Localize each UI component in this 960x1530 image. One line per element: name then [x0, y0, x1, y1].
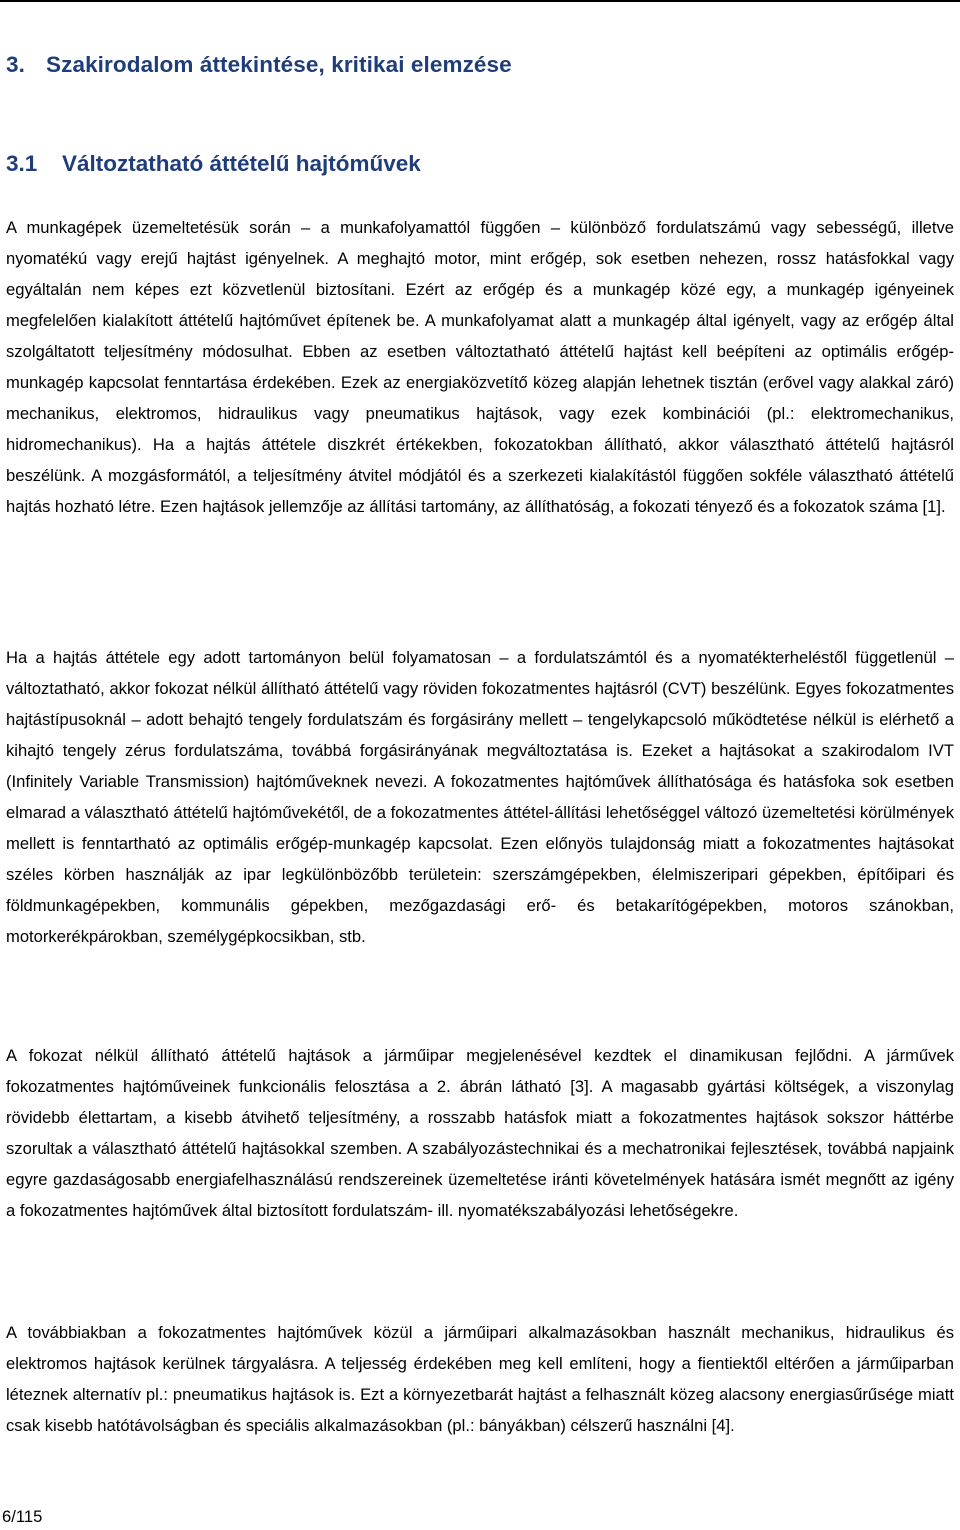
paragraph-cvt: Ha a hajtás áttétele egy adott tartományon belül folyamatosan – a fordulatszámtól és a nyomatékterheléstől függetlenül – változtatható, akkor fokozat nélkül állítható áttételű vagy röviden fokozatmentes hajtásról (CVT) beszélünk. Egyes fokozatmentes hajtástípusoknál – adott behajtó tengely fordulatszám és forgásirány mellett – tengelykapcsoló működtetése nélkül is elérhető a kihajtó tengely zérus fordulatszáma, továbbá forgásirányának megváltoztatása is. Ezeket a hajtásokat a szakirodalom IVT (Infinitely Variable Transmission) hajtóműveknek nevezi. A fokozatmentes hajtóművek állíthatósága és hatásfoka sok esetben elmarad a választható áttételű hajtóművekétől, de a fokozatmentes áttétel-állítási lehetőséggel változó üzemeltetési körülmények mellett is fenntartható az optimális erőgép-munkagép kapcsolat. Ezen előnyös tulajdonság miatt a fokozatmentes hajtásokat széles körben használják az ipar legkülönbözőbb területein: szerszámgépekben, élelmiszeripari gépekben, építőipari és földmunkagépekben, kommunális gépekben, mezőgazdasági erő- és betakarítógépekben, motoros szánokban, motorkerékpárokban, személygépkocsikban, stb.	[6, 648, 954, 946]
subsection-heading	[6, 151, 421, 177]
paragraph-scope: A továbbiakban a fokozatmentes hajtóművek közül a járműipari alkalmazásokban használt mechanikus, hidraulikus és elektromos hajtások kerülnek tárgyalásra. A teljesség érdekében meg kell említeni, hogy a fientiektől eltérően a járműiparban léteznek alternatív pl.: pneumatikus hajtások is. Ezt a környezetbarát hajtást a felhasznált közeg alacsony energiasűrűsége miatt csak kisebb hatótávolságban és speciális alkalmazásokban (pl.: bányákban) célszerű használni [4].	[6, 1323, 954, 1435]
subsection-title: Változtatható áttételű hajtóművek	[62, 151, 421, 176]
section-number: 3.	[6, 52, 25, 77]
page-number: 6/115	[2, 1507, 43, 1526]
paragraph-intro: A munkagépek üzemeltetésük során – a munkafolyamattól függően – különböző fordulatszámú vagy sebességű, illetve nyomatékú vagy erejű hajtást igényelnek. A meghajtó motor, mint erőgép, sok esetben nehezen, rossz hatásfokkal vagy egyáltalán nem képes ezt közvetlenül biztosítani. Ezért az erőgép és a munkagép közé egy, a munkagép igényeinek megfelelően kialakított áttételű hajtóművet építenek be. A munkafolyamat alatt a munkagép által igényelt, vagy az erőgép által szolgáltatott teljesítmény módosulhat. Ebben az esetben változtatható áttételű hajtást kell beépíteni az optimális erőgép-munkagép kapcsolat fenntartása érdekében. Ezek az energiaközvetítő közeg alapján lehetnek tisztán (erővel vagy alakkal záró) mechanikus, elektromos, hidraulikus vagy pneumatikus hajtások, vagy ezek kombinációi (pl.: elektromechanikus, hidromechanikus). Ha a hajtás áttétele diszkrét értékekben, fokozatokban állítható, akkor választható áttételű hajtásról beszélünk. A mozgásformától, a teljesítmény átvitel módjától és a szerkezeti kialakítástól függően sokféle választható áttételű hajtás hozható létre. Ezen hajtások jellemzője az állítási tartomány, az állíthatóság, a fokozati tényező és a fokozatok száma [1].	[6, 218, 954, 516]
section-heading	[6, 52, 512, 78]
subsection-number: 3.1	[6, 151, 38, 176]
paragraph-vehicle: A fokozat nélkül állítható áttételű hajtások a járműipar megjelenésével kezdtek el dinamikusan fejlődni. A járművek fokozatmentes hajtóműveinek funkcionális felosztása a 2. ábrán látható [3]. A magasabb gyártási költségek, a viszonylag rövidebb élettartam, a kisebb átvihető teljesítmény, a rosszabb hatásfok miatt a fokozatmentes hajtások sokszor háttérbe szorultak a választható áttételű hajtásokkal szemben. A szabályozástechnikai és a mechatronikai fejlesztések, továbbá napjaink egyre gazdaságosabb energiafelhasználású rendszereinek üzemeltetése iránti követelmények hatására ismét megnőtt az igény a fokozatmentes hajtóművek által biztosított fordulatszám- ill. nyomatékszabályozási lehetőségekre.	[6, 1046, 954, 1220]
section-title: Szakirodalom áttekintése, kritikai elemzése	[46, 52, 512, 77]
header-rule	[0, 0, 960, 2]
